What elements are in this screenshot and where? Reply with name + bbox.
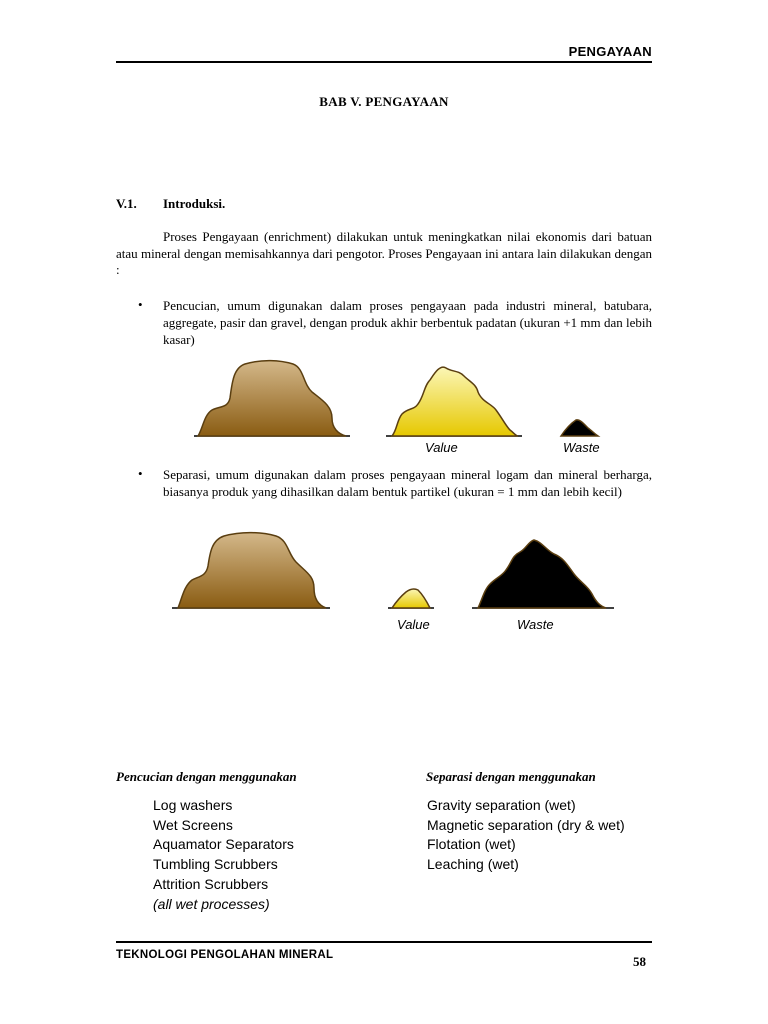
list-item: Aquamator Separators	[153, 836, 294, 853]
bullet-marker: •	[138, 466, 143, 481]
bullet-text-washing: Pencucian, umum digunakan dalam proses pengayaan pada industri mineral, batubara, aggregate, pasir dan gravel, dengan produk akhir berbentuk padatan (ukuran +1 mm dan lebih kasar)	[163, 298, 652, 347]
washing-waste-label: Waste	[563, 440, 600, 455]
bullet-marker: •	[138, 297, 143, 312]
washing-methods-list	[153, 796, 294, 914]
separation-waste-pile	[472, 540, 614, 608]
footer-rule	[116, 941, 652, 943]
list-item: Gravity separation (wet)	[427, 797, 576, 813]
section-title: Introduksi.	[163, 196, 226, 211]
list-item: Flotation (wet)	[427, 836, 516, 853]
section-number: V.1.	[116, 196, 137, 211]
list-item: (all wet processes)	[153, 895, 270, 912]
list-item: Wet Screens	[153, 816, 233, 833]
separation-ore-pile	[172, 533, 330, 608]
running-head: PENGAYAAN	[568, 44, 652, 59]
separation-value-pile	[388, 589, 434, 608]
list-item: Leaching (wet)	[427, 856, 519, 873]
page-number: 58	[633, 954, 646, 969]
separation-list-heading: Separasi dengan menggunakan	[426, 769, 596, 784]
bullet-text-separation: Separasi, umum digunakan dalam proses pengayaan mineral logam dan mineral berharga, biasanya produk yang dihasilkan dalam bentuk partikel (ukuran = 1 mm dan lebih kecil)	[163, 467, 652, 499]
intro-paragraph-text: Proses Pengayaan (enrichment) dilakukan untuk meningkatkan nilai ekonomis dari batuan atau mineral dengan memisahkannya dari pengotor. Proses Pengayaan ini antara lain dilakukan dengan :	[116, 229, 652, 277]
washing-value-label: Value	[425, 440, 458, 455]
chapter-title: BAB V. PENGAYAAN	[319, 94, 449, 109]
list-item: Tumbling Scrubbers	[153, 856, 278, 873]
washing-list-heading: Pencucian dengan menggunakan	[116, 769, 297, 784]
list-item: Attrition Scrubbers	[153, 875, 269, 892]
separation-value-label: Value	[397, 617, 430, 632]
separation-methods-list	[427, 796, 625, 875]
footer-title: TEKNOLOGI PENGOLAHAN MINERAL	[116, 949, 334, 961]
separation-waste-label: Waste	[517, 617, 554, 632]
list-item: Log washers	[153, 797, 233, 813]
list-item: Magnetic separation (dry & wet)	[427, 816, 625, 833]
